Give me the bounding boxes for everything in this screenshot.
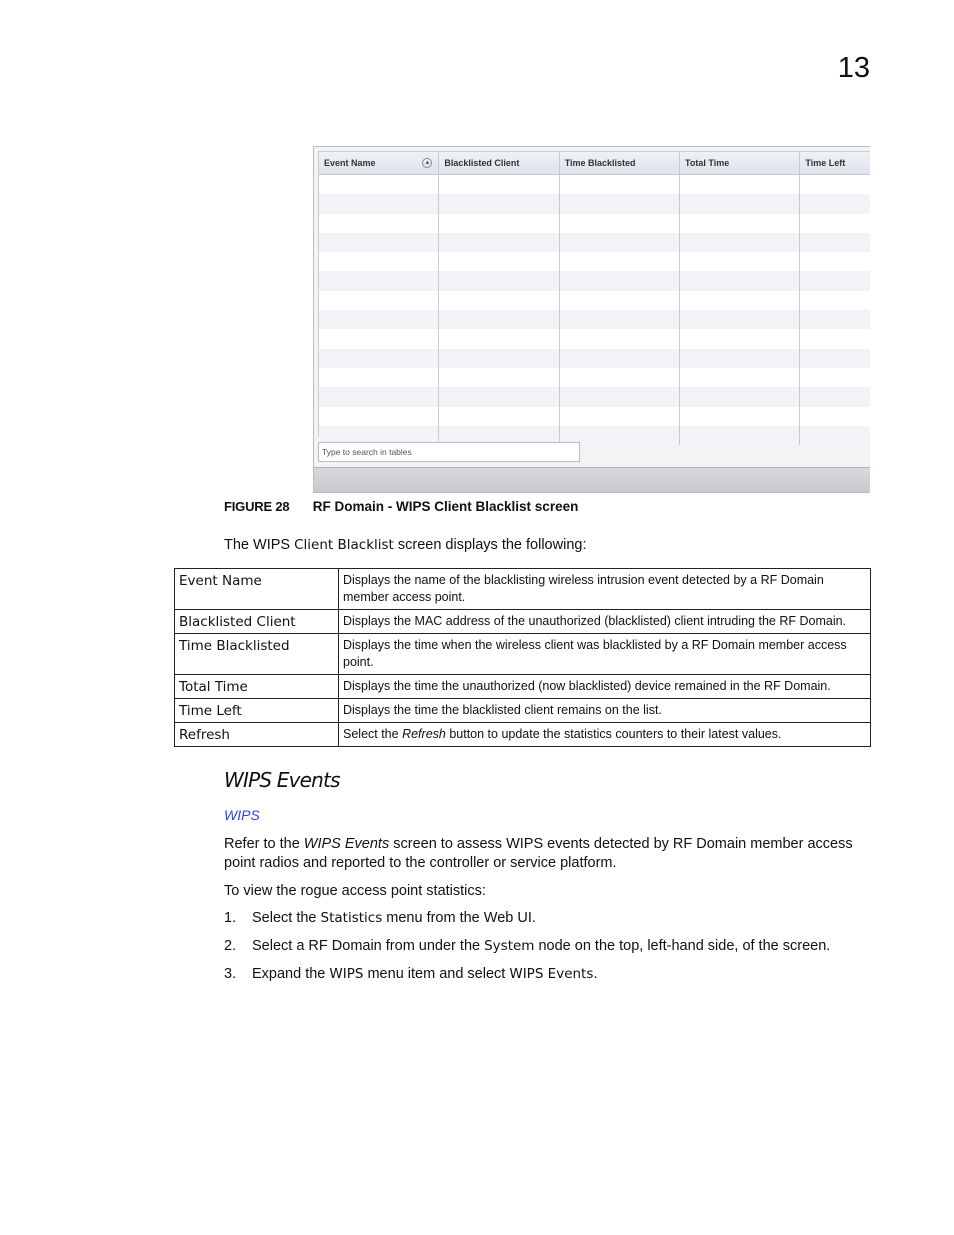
grid-cell bbox=[680, 271, 800, 290]
grid-cell bbox=[800, 291, 870, 310]
grid-row bbox=[319, 175, 870, 194]
table-row bbox=[175, 634, 871, 675]
grid-cell bbox=[439, 329, 559, 348]
figure-title: RF Domain - WIPS Client Blacklist screen bbox=[312, 499, 579, 514]
grid-cell bbox=[560, 194, 680, 213]
table-term: Time Blacklisted bbox=[175, 634, 339, 675]
grid-cell bbox=[319, 252, 439, 271]
grid-cell bbox=[319, 194, 439, 213]
grid-cell bbox=[319, 368, 439, 387]
grid-cell bbox=[439, 368, 559, 387]
grid-cell bbox=[560, 214, 680, 233]
grid-cell bbox=[439, 252, 559, 271]
grid-cell bbox=[680, 194, 800, 213]
grid-cell bbox=[560, 387, 680, 406]
grid-cell bbox=[800, 233, 870, 252]
grid-row bbox=[319, 310, 870, 329]
grid-row bbox=[319, 252, 870, 271]
grid-cell bbox=[800, 214, 870, 233]
grid-cell bbox=[439, 407, 559, 426]
grid-cell bbox=[800, 194, 870, 213]
grid-cell bbox=[800, 329, 870, 348]
blacklist-grid bbox=[318, 151, 870, 437]
grid-cell bbox=[800, 252, 870, 271]
grid-cell bbox=[680, 214, 800, 233]
table-description: Displays the time the unauthorized (now blacklisted) device remained in the RF Domain. bbox=[339, 675, 871, 699]
grid-cell bbox=[680, 310, 800, 329]
grid-cell bbox=[439, 291, 559, 310]
table-description: Displays the time when the wireless client was blacklisted by a RF Domain member access point. bbox=[339, 634, 871, 675]
intro-text: The WIPS Client Blacklist screen displays the following: bbox=[224, 537, 587, 553]
grid-cell bbox=[319, 310, 439, 329]
table-description: Select the Refresh button to update the statistics counters to their latest values. bbox=[339, 723, 871, 747]
section-paragraph: Refer to the WIPS Events screen to assess WIPS events detected by RF Domain member access point radios and reported to the controller or service platform. bbox=[224, 836, 853, 871]
grid-cell bbox=[319, 175, 439, 194]
section-heading: WIPS Events bbox=[224, 768, 340, 792]
grid-cell bbox=[439, 271, 559, 290]
table-term: Total Time bbox=[175, 675, 339, 699]
step-item: 1. Select the Statistics menu from the Web UI. bbox=[224, 910, 536, 926]
column-header-time-blacklisted[interactable]: Time Blacklisted bbox=[560, 152, 680, 174]
grid-cell bbox=[319, 214, 439, 233]
grid-cell bbox=[680, 368, 800, 387]
column-header-event-name[interactable]: Event Name ▲ bbox=[319, 152, 439, 174]
grid-cell bbox=[439, 233, 559, 252]
table-row bbox=[175, 569, 871, 610]
grid-cell bbox=[439, 214, 559, 233]
grid-cell bbox=[319, 291, 439, 310]
field-description-table bbox=[174, 568, 871, 747]
table-term: Event Name bbox=[175, 569, 339, 610]
grid-cell bbox=[680, 426, 800, 445]
grid-cell bbox=[319, 233, 439, 252]
grid-cell bbox=[560, 329, 680, 348]
grid-cell bbox=[560, 368, 680, 387]
table-row bbox=[175, 610, 871, 634]
grid-cell bbox=[319, 349, 439, 368]
grid-cell bbox=[800, 426, 870, 445]
grid-row bbox=[319, 291, 870, 310]
table-description: Displays the MAC address of the unauthorized (blacklisted) client intruding the RF Domain. bbox=[339, 610, 871, 634]
screen-bottom-bar bbox=[314, 467, 870, 493]
grid-cell bbox=[319, 407, 439, 426]
grid-cell bbox=[560, 252, 680, 271]
table-search-input[interactable]: Type to search in tables bbox=[318, 442, 580, 462]
grid-cell bbox=[680, 329, 800, 348]
table-term: Blacklisted Client bbox=[175, 610, 339, 634]
grid-cell bbox=[800, 349, 870, 368]
grid-row bbox=[319, 194, 870, 213]
grid-cell bbox=[680, 252, 800, 271]
grid-cell bbox=[319, 271, 439, 290]
grid-row bbox=[319, 271, 870, 290]
grid-row bbox=[319, 387, 870, 406]
blacklist-screenshot bbox=[313, 146, 870, 493]
grid-cell bbox=[680, 387, 800, 406]
wips-link[interactable]: WIPS bbox=[224, 807, 260, 823]
column-header-blacklisted-client[interactable]: Blacklisted Client bbox=[439, 152, 559, 174]
grid-cell bbox=[800, 368, 870, 387]
grid-cell bbox=[680, 175, 800, 194]
table-description: Displays the time the blacklisted client remains on the list. bbox=[339, 699, 871, 723]
grid-cell bbox=[680, 291, 800, 310]
grid-cell bbox=[680, 349, 800, 368]
intro-term: Client Blacklist bbox=[294, 537, 394, 553]
section-paragraph: To view the rogue access point statistics: bbox=[224, 883, 486, 899]
grid-cell bbox=[439, 349, 559, 368]
grid-cell bbox=[800, 271, 870, 290]
table-row bbox=[175, 723, 871, 747]
grid-cell bbox=[439, 194, 559, 213]
grid-cell bbox=[800, 407, 870, 426]
grid-cell bbox=[560, 310, 680, 329]
grid-cell bbox=[560, 291, 680, 310]
grid-row bbox=[319, 407, 870, 426]
grid-cell bbox=[439, 387, 559, 406]
grid-cell bbox=[560, 175, 680, 194]
table-term: Refresh bbox=[175, 723, 339, 747]
grid-cell bbox=[319, 387, 439, 406]
grid-cell bbox=[560, 349, 680, 368]
grid-row bbox=[319, 214, 870, 233]
grid-cell bbox=[680, 407, 800, 426]
grid-row bbox=[319, 349, 870, 368]
grid-cell bbox=[439, 310, 559, 329]
grid-cell bbox=[800, 310, 870, 329]
grid-cell bbox=[439, 175, 559, 194]
table-term: Time Left bbox=[175, 699, 339, 723]
grid-cell bbox=[800, 175, 870, 194]
grid-row bbox=[319, 329, 870, 348]
table-row bbox=[175, 699, 871, 723]
grid-body bbox=[319, 175, 870, 436]
grid-row bbox=[319, 368, 870, 387]
chapter-number: 13 bbox=[837, 52, 870, 84]
grid-cell bbox=[680, 233, 800, 252]
grid-cell bbox=[560, 233, 680, 252]
table-description: Displays the name of the blacklisting wireless intrusion event detected by a RF Domain member access point. bbox=[339, 569, 871, 610]
column-header-time-left[interactable]: Time Left bbox=[805, 158, 846, 168]
grid-cell bbox=[560, 271, 680, 290]
grid-cell bbox=[800, 387, 870, 406]
table-row bbox=[175, 675, 871, 699]
step-item: 3. Expand the WIPS menu item and select WIPS Events. bbox=[224, 966, 598, 982]
figure-caption bbox=[224, 499, 578, 514]
step-item: 2. Select a RF Domain from under the System node on the top, left-hand side, of the screen. bbox=[224, 938, 831, 954]
figure-label: FIGURE 28 bbox=[224, 499, 290, 514]
grid-row bbox=[319, 233, 870, 252]
grid-cell bbox=[560, 407, 680, 426]
grid-cell bbox=[319, 329, 439, 348]
sort-icon[interactable]: ▲ bbox=[422, 158, 432, 168]
column-header-total-time[interactable]: Total Time bbox=[680, 152, 800, 174]
grid-header bbox=[319, 152, 870, 175]
